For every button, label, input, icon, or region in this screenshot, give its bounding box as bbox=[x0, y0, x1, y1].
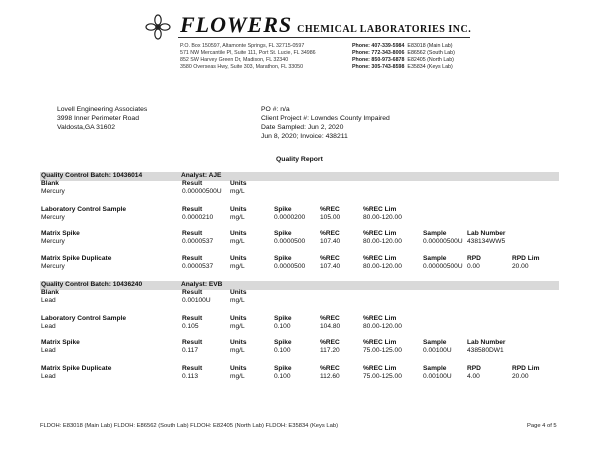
col-header: Result bbox=[182, 289, 203, 296]
sample-value: 0.00000500U bbox=[423, 238, 463, 245]
col-header: %REC Lim bbox=[363, 315, 397, 322]
rec-value: 112.60 bbox=[320, 373, 340, 380]
section-heading: Matrix Spike bbox=[41, 339, 80, 346]
rec-value: 105.00 bbox=[320, 214, 341, 221]
col-header: RPD Lim bbox=[512, 255, 540, 262]
units-value: mg/L bbox=[230, 188, 245, 195]
units-value: mg/L bbox=[230, 297, 245, 304]
units-value: mg/L bbox=[230, 263, 245, 270]
section-heading: Laboratory Control Sample bbox=[41, 315, 126, 322]
col-header: %REC bbox=[320, 206, 340, 213]
rec-value: 107.40 bbox=[320, 263, 341, 270]
result-value: 0.105 bbox=[182, 323, 199, 330]
units-value: mg/L bbox=[230, 214, 245, 221]
col-header: %REC Lim bbox=[363, 365, 397, 372]
section-heading: Matrix Spike bbox=[41, 230, 80, 237]
address-line: 3580 Overseas Hwy, Suite 303, Marathon, FL 33050 bbox=[180, 64, 304, 70]
col-header: Spike bbox=[274, 206, 292, 213]
rec-value: 107.40 bbox=[320, 238, 341, 245]
footer-certifications: FLDOH: E83018 (Main Lab) FLDOH: E86562 (South Lab) FLDOH: E82405 (North Lab) FLDOH: E35834 (Keys Lab) bbox=[40, 423, 339, 429]
result-value: 0.117 bbox=[182, 347, 199, 354]
sample-value: 0.00100U bbox=[423, 347, 452, 354]
analyte: Mercury bbox=[41, 238, 65, 245]
po-number: PO #: n/a bbox=[261, 106, 290, 113]
rec-limit-value: 75.00-125.00 bbox=[363, 347, 402, 354]
phone-number: Phone: 407-339-5984 bbox=[352, 43, 405, 49]
lab-id: E82405 (North Lab) bbox=[407, 57, 454, 63]
col-header: Sample bbox=[423, 339, 447, 346]
section-heading: Matrix Spike Duplicate bbox=[41, 365, 112, 372]
col-header: Lab Number bbox=[467, 339, 506, 346]
rec-limit-value: 80.00-120.00 bbox=[363, 323, 402, 330]
address-line: 852 SW Harvey Green Dr, Madison, FL 32340 bbox=[180, 57, 289, 63]
col-header: Units bbox=[230, 315, 247, 322]
address-line: P.O. Box 150597, Altamonte Springs, FL 32715-0597 bbox=[180, 43, 305, 49]
section-heading: Laboratory Control Sample bbox=[41, 206, 126, 213]
report-title: Quality Report bbox=[276, 156, 323, 163]
col-header: Units bbox=[230, 230, 247, 237]
col-header: %REC Lim bbox=[363, 339, 397, 346]
col-header: Result bbox=[182, 230, 203, 237]
lab-id: E86562 (South Lab) bbox=[407, 50, 455, 56]
analyte: Lead bbox=[41, 297, 56, 304]
qc-batch-header bbox=[40, 172, 559, 181]
col-header: Lab Number bbox=[467, 230, 506, 237]
analyte: Mercury bbox=[41, 214, 65, 221]
lab-number-value: 438134WW5 bbox=[467, 238, 506, 245]
rec-limit-value: 80.00-120.00 bbox=[363, 263, 402, 270]
col-header: RPD Lim bbox=[512, 365, 540, 372]
address-line: 571 NW Mercantile Pl, Suite 111, Port St. Lucie, FL 34986 bbox=[180, 50, 316, 56]
phone-number: Phone: 772-343-8006 bbox=[352, 50, 405, 56]
phone-line bbox=[352, 64, 453, 70]
lab-number-value: 438580DW1 bbox=[467, 347, 504, 354]
col-header: RPD bbox=[467, 255, 481, 262]
col-header: Sample bbox=[423, 230, 447, 237]
col-header: Sample bbox=[423, 255, 447, 262]
phone-number: Phone: 305-743-8598 bbox=[352, 64, 405, 70]
rec-value: 104.80 bbox=[320, 323, 341, 330]
col-header: Result bbox=[182, 315, 203, 322]
units-value: mg/L bbox=[230, 347, 245, 354]
col-header: Spike bbox=[274, 339, 292, 346]
lab-id: E83018 (Main Lab) bbox=[407, 43, 453, 49]
analyte: Mercury bbox=[41, 263, 65, 270]
rpd-limit-value: 20.00 bbox=[512, 373, 529, 380]
analyst-label: Analyst: AJE bbox=[181, 172, 222, 179]
qc-batch-header bbox=[40, 281, 559, 290]
analyte: Lead bbox=[41, 373, 56, 380]
analyst-label: Analyst: EVB bbox=[181, 281, 223, 288]
col-header: Result bbox=[182, 255, 203, 262]
result-value: 0.0000537 bbox=[182, 263, 214, 270]
col-header: Units bbox=[230, 255, 247, 262]
col-header: Spike bbox=[274, 230, 292, 237]
rpd-value: 0.00 bbox=[467, 263, 480, 270]
analyte: Mercury bbox=[41, 188, 65, 195]
phone-number: Phone: 850-973-6878 bbox=[352, 57, 405, 63]
sample-value: 0.00000500U bbox=[423, 263, 463, 270]
col-header: Result bbox=[182, 339, 203, 346]
col-header: Result bbox=[182, 180, 203, 187]
rec-limit-value: 80.00-120.00 bbox=[363, 214, 402, 221]
lab-brand bbox=[180, 12, 471, 38]
spike-value: 0.100 bbox=[274, 323, 291, 330]
analyte: Lead bbox=[41, 323, 56, 330]
spike-value: 0.0000200 bbox=[274, 214, 306, 221]
units-value: mg/L bbox=[230, 323, 245, 330]
col-header: %REC Lim bbox=[363, 230, 397, 237]
rec-value: 117.20 bbox=[320, 347, 340, 354]
brand-sub: CHEMICAL LABORATORIES INC. bbox=[297, 24, 472, 35]
phone-line bbox=[352, 50, 455, 56]
client-name: Lovell Engineering Associates bbox=[57, 106, 148, 113]
col-header: Units bbox=[230, 206, 247, 213]
col-header: %REC bbox=[320, 339, 340, 346]
batch-label: Quality Control Batch: 10436240 bbox=[41, 281, 143, 288]
section-heading: Blank bbox=[41, 180, 59, 187]
rec-limit-value: 75.00-125.00 bbox=[363, 373, 402, 380]
date-sampled: Date Sampled: Jun 2, 2020 bbox=[261, 124, 344, 131]
brand-main: FLOWERS bbox=[180, 12, 293, 37]
result-value: 0.00100U bbox=[182, 297, 211, 304]
flower-logo-icon bbox=[145, 14, 171, 40]
col-header: Spike bbox=[274, 255, 292, 262]
client-city: Valdosta,GA 31602 bbox=[57, 124, 116, 131]
batch-label: Quality Control Batch: 10436014 bbox=[41, 172, 143, 179]
col-header: Sample bbox=[423, 365, 447, 372]
client-street: 3998 Inner Perimeter Road bbox=[57, 115, 139, 122]
result-value: 0.0000210 bbox=[182, 214, 214, 221]
phone-line bbox=[352, 43, 452, 49]
client-project: Client Project #: Lowndes County Impaired bbox=[261, 115, 390, 122]
col-header: Units bbox=[230, 180, 247, 187]
phone-line bbox=[352, 57, 454, 63]
section-heading: Blank bbox=[41, 289, 59, 296]
analyte: Lead bbox=[41, 347, 56, 354]
result-value: 0.00000500U bbox=[182, 188, 222, 195]
col-header: %REC bbox=[320, 365, 340, 372]
spike-value: 0.100 bbox=[274, 373, 291, 380]
page-number: Page 4 of 5 bbox=[527, 423, 557, 429]
col-header: Spike bbox=[274, 315, 292, 322]
section-heading: Matrix Spike Duplicate bbox=[41, 255, 112, 262]
col-header: Units bbox=[230, 339, 247, 346]
sample-value: 0.00100U bbox=[423, 373, 452, 380]
spike-value: 0.0000500 bbox=[274, 238, 306, 245]
header-divider bbox=[178, 37, 470, 38]
col-header: %REC bbox=[320, 255, 340, 262]
rec-limit-value: 80.00-120.00 bbox=[363, 238, 402, 245]
col-header: Units bbox=[230, 365, 247, 372]
units-value: mg/L bbox=[230, 373, 245, 380]
rpd-limit-value: 20.00 bbox=[512, 263, 529, 270]
col-header: %REC Lim bbox=[363, 206, 397, 213]
col-header: %REC Lim bbox=[363, 255, 397, 262]
col-header: %REC bbox=[320, 315, 340, 322]
col-header: RPD bbox=[467, 365, 481, 372]
invoice-line: Jun 8, 2020; Invoice: 438211 bbox=[261, 133, 348, 140]
col-header: %REC bbox=[320, 230, 340, 237]
col-header: Units bbox=[230, 289, 247, 296]
col-header: Spike bbox=[274, 365, 292, 372]
lab-id: E35834 (Keys Lab) bbox=[407, 64, 453, 70]
col-header: Result bbox=[182, 365, 203, 372]
units-value: mg/L bbox=[230, 238, 245, 245]
result-value: 0.0000537 bbox=[182, 238, 214, 245]
result-value: 0.113 bbox=[182, 373, 199, 380]
spike-value: 0.100 bbox=[274, 347, 291, 354]
spike-value: 0.0000500 bbox=[274, 263, 306, 270]
col-header: Result bbox=[182, 206, 203, 213]
rpd-value: 4.00 bbox=[467, 373, 480, 380]
